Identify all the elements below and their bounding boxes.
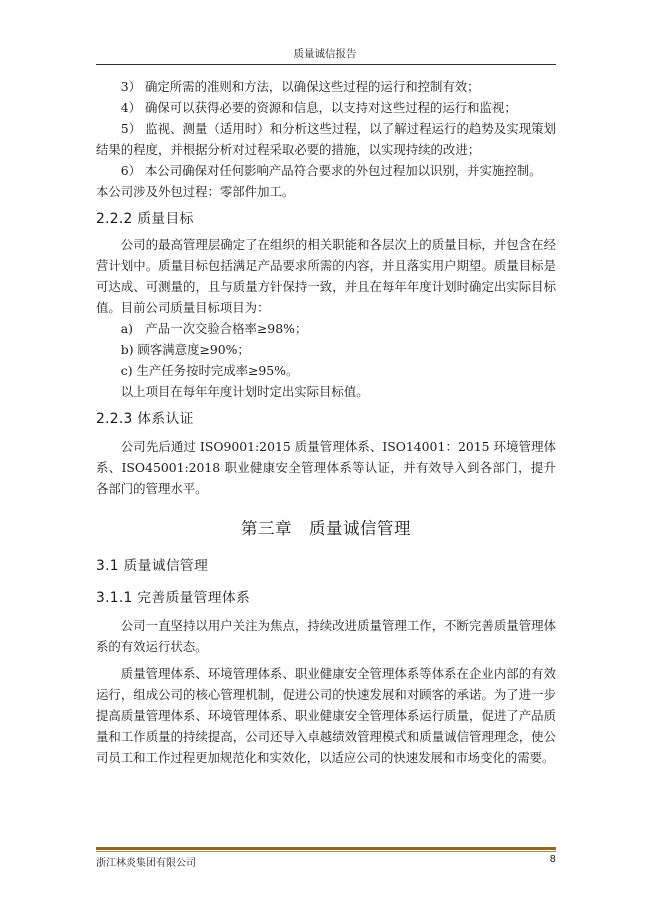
footer-rule bbox=[96, 847, 556, 850]
paragraph: 以上项目在每年年度计划时定出实际目标值。 bbox=[120, 384, 369, 399]
footer-company: 浙江林炎集团有限公司 bbox=[96, 858, 196, 869]
paragraph: 公司先后通过 ISO9001:2015 质量管理体系、ISO14001：2015 环境管理体系、ISO45001:2018 职业健康安全管理体系等认证，并有效导入到各部门，提升各部门的管理水平。 bbox=[96, 439, 556, 496]
objective-item: c) 生产任务按时完成率≥95%。 bbox=[120, 363, 299, 378]
footer-rule-thin bbox=[96, 851, 556, 852]
section-heading-2-2-3: 2.2.3 体系认证 bbox=[96, 411, 194, 427]
section-heading-3-1-1: 3.1.1 完善质量管理体系 bbox=[96, 590, 251, 606]
section-heading-2-2-2: 2.2.2 质量目标 bbox=[96, 211, 194, 227]
outsourcing-note: 本公司涉及外包过程：零部件加工。 bbox=[96, 184, 295, 199]
list-item: 6） 本公司确保对任何影响产品符合要求的外包过程加以识别，并实施控制。 bbox=[120, 163, 542, 178]
page-number: 8 bbox=[549, 854, 556, 865]
chapter-title: 第三章 质量诚信管理 bbox=[241, 519, 411, 538]
running-header: 质量诚信报告 bbox=[293, 48, 357, 60]
list-item: 4） 确保可以获得必要的资源和信息，以支持对这些过程的运行和监视； bbox=[120, 100, 517, 115]
section-heading-3-1: 3.1 质量诚信管理 bbox=[96, 558, 209, 574]
paragraph: 公司的最高管理层确定了在组织的相关职能和各层次上的质量目标，并包含在经营计划中。质量目标包括满足产品要求所需的内容，并且落实用户期望。质量目标是可达成、可测量的，且与质量方针保持一致，并且在每年年度计划时确定出实际目标值。目前公司质量目标项目为： bbox=[96, 237, 556, 315]
header-rule bbox=[96, 64, 556, 65]
objective-item: b) 顾客满意度≥90%； bbox=[120, 342, 250, 357]
objective-item: a) 产品一次交验合格率≥98%； bbox=[120, 321, 308, 336]
list-item: 3） 确定所需的准则和方法，以确保这些过程的运行和控制有效； bbox=[120, 79, 480, 94]
list-item: 5） 监视、测量（适用时）和分析这些过程，以了解过程运行的趋势及实现策划结果的程度，并根据分析对过程采取必要的措施，以实现持续的改进； bbox=[96, 121, 556, 157]
page-body bbox=[96, 76, 556, 768]
paragraph: 公司一直坚持以用户关注为焦点，持续改进质量管理工作，不断完善质量管理体系的有效运行状态。 bbox=[96, 618, 556, 654]
paragraph: 质量管理体系、环境管理体系、职业健康安全管理体系等体系在企业内部的有效运行，组成公司的核心管理机制，促进公司的快速发展和对顾客的承诺。为了进一步提高质量管理体系、环境管理体系、职业健康安全管理体系运行质量，促进了产品质量和工作质量的持续提高，公司还导入卓越绩效管理模式和质量诚信管理理念，使公司员工和工作过程更加规范化和实效化，以适应公司的快速发展和市场变化的需要。 bbox=[96, 666, 556, 765]
